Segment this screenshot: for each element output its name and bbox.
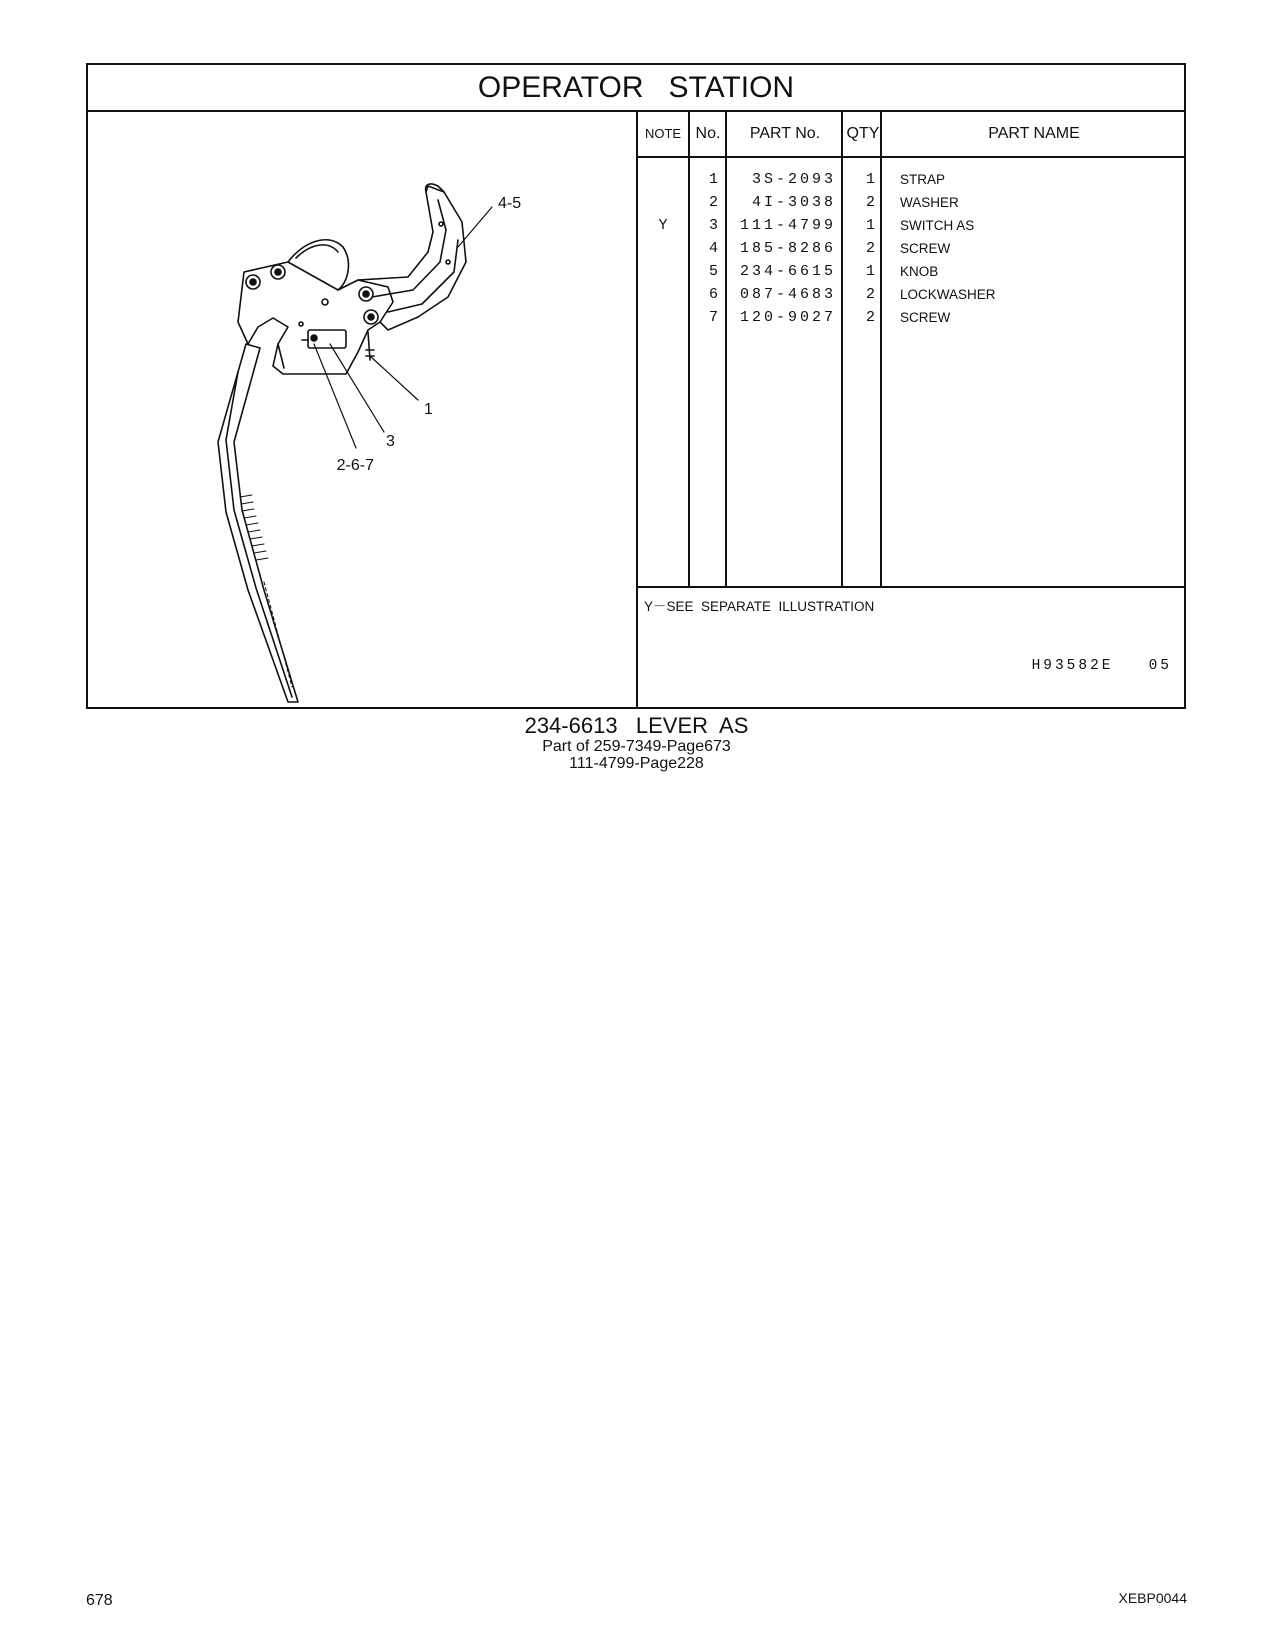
callout-4-5: 4-5 <box>498 195 522 212</box>
row-part-name: SCREW <box>900 241 951 256</box>
row-part-name: SCREW <box>900 310 951 325</box>
col-part-name: PART NAME <box>988 125 1080 142</box>
upper-arm <box>358 186 466 330</box>
table-row <box>638 237 1186 260</box>
callout-3: 3 <box>386 433 395 450</box>
row-qty: 1 <box>865 263 875 280</box>
table-header <box>638 112 1186 158</box>
row-qty: 2 <box>865 309 875 326</box>
assembly-caption: 234-6613 LEVER AS <box>524 713 749 738</box>
assembly-switch-ref: 111-4799-Page228 <box>569 755 704 772</box>
grip-texture-2 <box>264 582 292 687</box>
row-part-no: 234-6615 <box>740 263 837 280</box>
row-note <box>638 306 688 329</box>
table-row <box>638 306 1186 329</box>
lever-illustration <box>88 112 636 709</box>
row-qty: 2 <box>865 240 875 257</box>
row-no: 5 <box>708 263 718 280</box>
row-part-no: 111-4799 <box>740 217 837 234</box>
row-part-no: 087-4683 <box>740 286 837 303</box>
row-no: 1 <box>708 171 718 188</box>
row-qty: 1 <box>865 217 875 234</box>
col-note: NOTE <box>644 126 682 141</box>
row-no: 4 <box>708 240 718 257</box>
row-note <box>638 260 688 283</box>
row-part-no: 120-9027 <box>740 309 837 326</box>
row-note <box>638 191 688 214</box>
row-no: 2 <box>708 194 718 211</box>
leader-3 <box>330 344 384 432</box>
row-qty: 2 <box>865 286 875 303</box>
parts-table <box>638 112 1186 709</box>
table-row <box>638 283 1186 306</box>
table-row <box>638 260 1186 283</box>
col-qty: QTY <box>846 125 880 142</box>
row-part-name: LOCKWASHER <box>900 287 996 302</box>
col-part-no: PART No. <box>749 125 821 142</box>
row-part-no: 3S-2093 <box>751 171 836 188</box>
row-no: 6 <box>708 286 718 303</box>
table-row <box>638 214 1186 237</box>
row-note: Y <box>658 217 668 234</box>
row-no: 7 <box>708 309 718 326</box>
cover-arc <box>288 240 348 290</box>
section-title: OPERATOR STATION <box>88 65 1184 112</box>
row-part-no: 4I-3038 <box>751 194 836 211</box>
row-part-name: WASHER <box>900 195 959 210</box>
row-note <box>638 168 688 191</box>
callout-2-6-7: 2-6-7 <box>336 457 374 474</box>
table-row <box>638 191 1186 214</box>
row-no: 3 <box>708 217 718 234</box>
row-part-name: STRAP <box>900 172 946 187</box>
row-note <box>638 283 688 306</box>
parts-frame <box>86 63 1186 709</box>
document-code: XEBP0044 <box>1118 1590 1187 1606</box>
table-footnote: Y－SEE SEPARATE ILLUSTRATION <box>644 599 875 614</box>
leader-1 <box>370 356 418 400</box>
table-row <box>638 168 1186 191</box>
callout-1: 1 <box>424 401 433 418</box>
leader-2-6-7 <box>314 344 356 448</box>
illustration-ref-code: H93582E 05 <box>1031 658 1172 674</box>
row-part-name: KNOB <box>900 264 939 279</box>
row-qty: 1 <box>865 171 875 188</box>
table-footer-line <box>638 586 1186 588</box>
row-part-name: SWITCH AS <box>900 218 975 233</box>
row-note <box>638 237 688 260</box>
page-number: 678 <box>86 1592 113 1609</box>
col-no: No. <box>695 125 721 142</box>
assembly-parent-ref: Part of 259-7349-Page673 <box>542 738 731 755</box>
row-qty: 2 <box>865 194 875 211</box>
grip-texture <box>240 495 268 560</box>
row-part-no: 185-8286 <box>740 240 837 257</box>
lever-drawing <box>88 112 636 709</box>
